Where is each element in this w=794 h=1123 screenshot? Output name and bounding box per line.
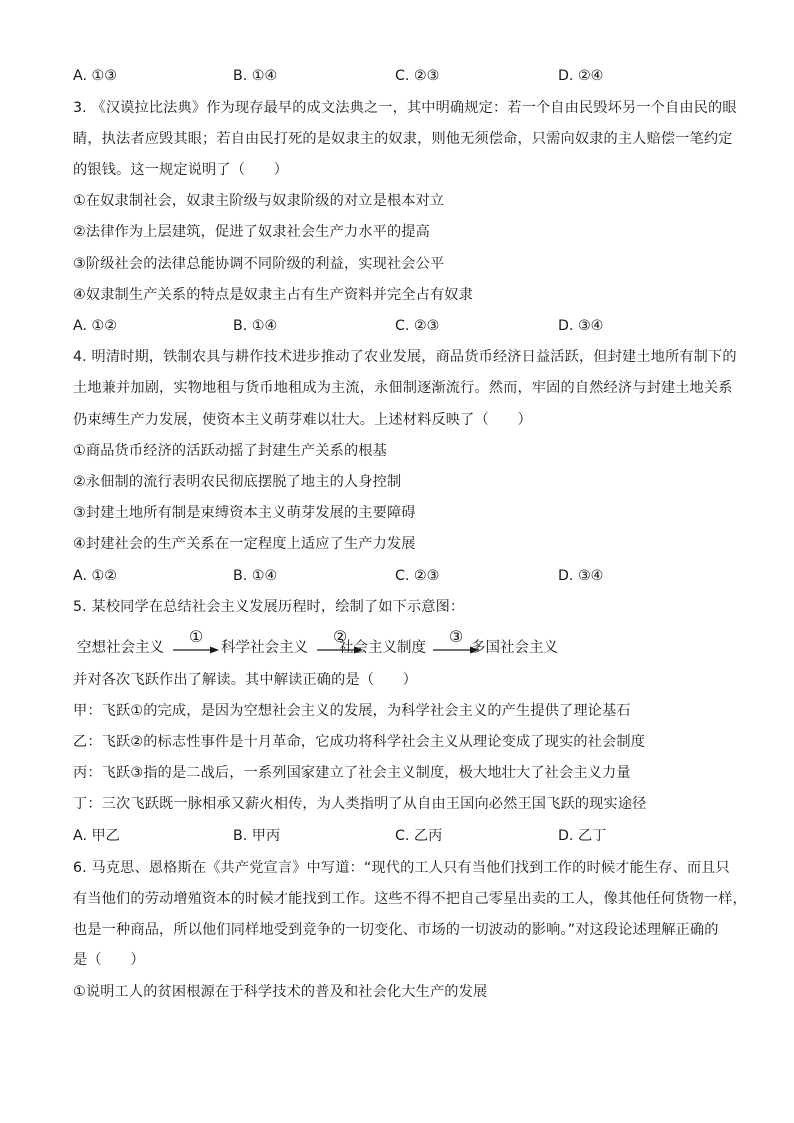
option-c: C. ②③ [395,568,440,584]
statement-item: 乙：飞跃②的标志性事件是十月革命，它成功将科学社会主义从理论变成了现实的社会制度 [73,734,646,750]
diagram-arrow [173,628,219,662]
option-d: D. ③④ [558,568,604,584]
option-c: C. ②③ [395,318,440,334]
question-stem-line: 有当他们的劳动增殖资本的时候才能找到工作。这些不得不把自己零星出卖的工人，像其他任何货物一样， [73,891,747,907]
statement-item: 甲：飞跃①的完成，是因为空想社会主义的发展，为科学社会主义的产生提供了理论基石 [73,703,631,719]
diagram-node: 空想社会主义 [77,640,164,656]
option-c: C. 乙丙 [395,828,443,844]
statement-item: ①在奴隶制社会，奴隶主阶级与奴隶阶级的对立是根本对立 [73,193,445,209]
option-d: D. ②④ [558,68,604,84]
option-c: C. ②③ [395,68,440,84]
arrow-label: ① [188,627,204,646]
statement-item: 丙：飞跃③指的是二战后，一系列国家建立了社会主义制度，极大地壮大了社会主义力量 [73,765,631,781]
statement-item: ①商品货币经济的活跃动摇了封建生产关系的根基 [73,443,387,459]
statement-item: ④封建社会的生产关系在一定程度上适应了生产力发展 [73,536,416,552]
option-d: D. 乙丁 [558,828,607,844]
option-b: B. 甲丙 [233,828,281,844]
statement-item: ③封建土地所有制是束缚资本主义萌芽发展的主要障碍 [73,505,416,521]
option-d: D. ③④ [558,318,604,334]
statement-item: ②法律作为上层建筑，促进了奴隶社会生产力水平的提高 [73,224,430,240]
statement-item: ①说明工人的贫困根源在于科学技术的普及和社会化大生产的发展 [73,984,488,1000]
question-stem-line: 是（ ） [73,952,145,968]
question-stem-line: 4. 明清时期，铁制农具与耕作技术进步推动了农业发展，商品货币经济日益活跃，但封建土地所有制下的 [73,349,737,365]
statement-item: ④奴隶制生产关系的特点是奴隶主占有生产资料并完全占有奴隶 [73,287,473,303]
question-stem-line: 6. 马克思、恩格斯在《共产党宣言》中写道：“现代的工人只有当他们找到工作的时候才能生存、而且只 [73,860,730,876]
statement-item: 丁：三次飞跃既一脉相承又薪火相传，为人类指明了从自由王国向必然王国飞跃的现实途径 [73,796,647,812]
diagram-node: 多国社会主义 [471,640,558,656]
question-stem-line: 仍束缚生产力发展，使资本主义萌芽难以壮大。上述材料反映了（ ） [73,412,532,428]
question-stem-line: 并对各次飞跃作出了解读。其中解读正确的是（ ） [73,672,418,688]
flow-diagram [73,628,593,662]
option-a: A. ①② [73,568,117,584]
option-b: B. ①④ [233,68,278,84]
question-stem-line: 的银钱。这一规定说明了（ ） [73,162,289,178]
diagram-node: 科学社会主义 [221,640,308,656]
option-a: A. ①③ [73,68,117,84]
option-a: A. 甲乙 [73,828,120,844]
option-a: A. ①② [73,318,117,334]
question-stem-line: 土地兼并加剧，实物地租与货币地租成为主流，永佃制逐渐流行。然而，牢固的自然经济与封建土地关系 [73,380,733,396]
question-stem-line: 5. 某校同学在总结社会主义发展历程时，绘制了如下示意图： [73,599,465,615]
statement-item: ③阶级社会的法律总能协调不同阶级的利益，实现社会公平 [73,256,445,272]
arrow-label: ② [332,627,348,646]
option-b: B. ①④ [233,318,278,334]
statement-item: ②永佃制的流行表明农民彻底摆脱了地主的人身控制 [73,474,402,490]
arrow-label: ③ [448,627,464,646]
diagram-node: 社会主义制度 [339,640,426,656]
option-b: B. ①④ [233,568,278,584]
question-stem-line: 3. 《汉谟拉比法典》作为现存最早的成文法典之一，其中明确规定：若一个自由民毁坏另一个自由民的眼 [73,100,737,116]
question-stem-line: 睛，执法者应毁其眼；若自由民打死的是奴隶主的奴隶，则他无须偿命，只需向奴隶的主人赔偿一笔约定 [73,131,733,147]
question-stem-line: 也是一种商品，所以他们同样地受到竞争的一切变化、市场的一切波动的影响。”对这段论述理解正确的 [73,922,719,938]
